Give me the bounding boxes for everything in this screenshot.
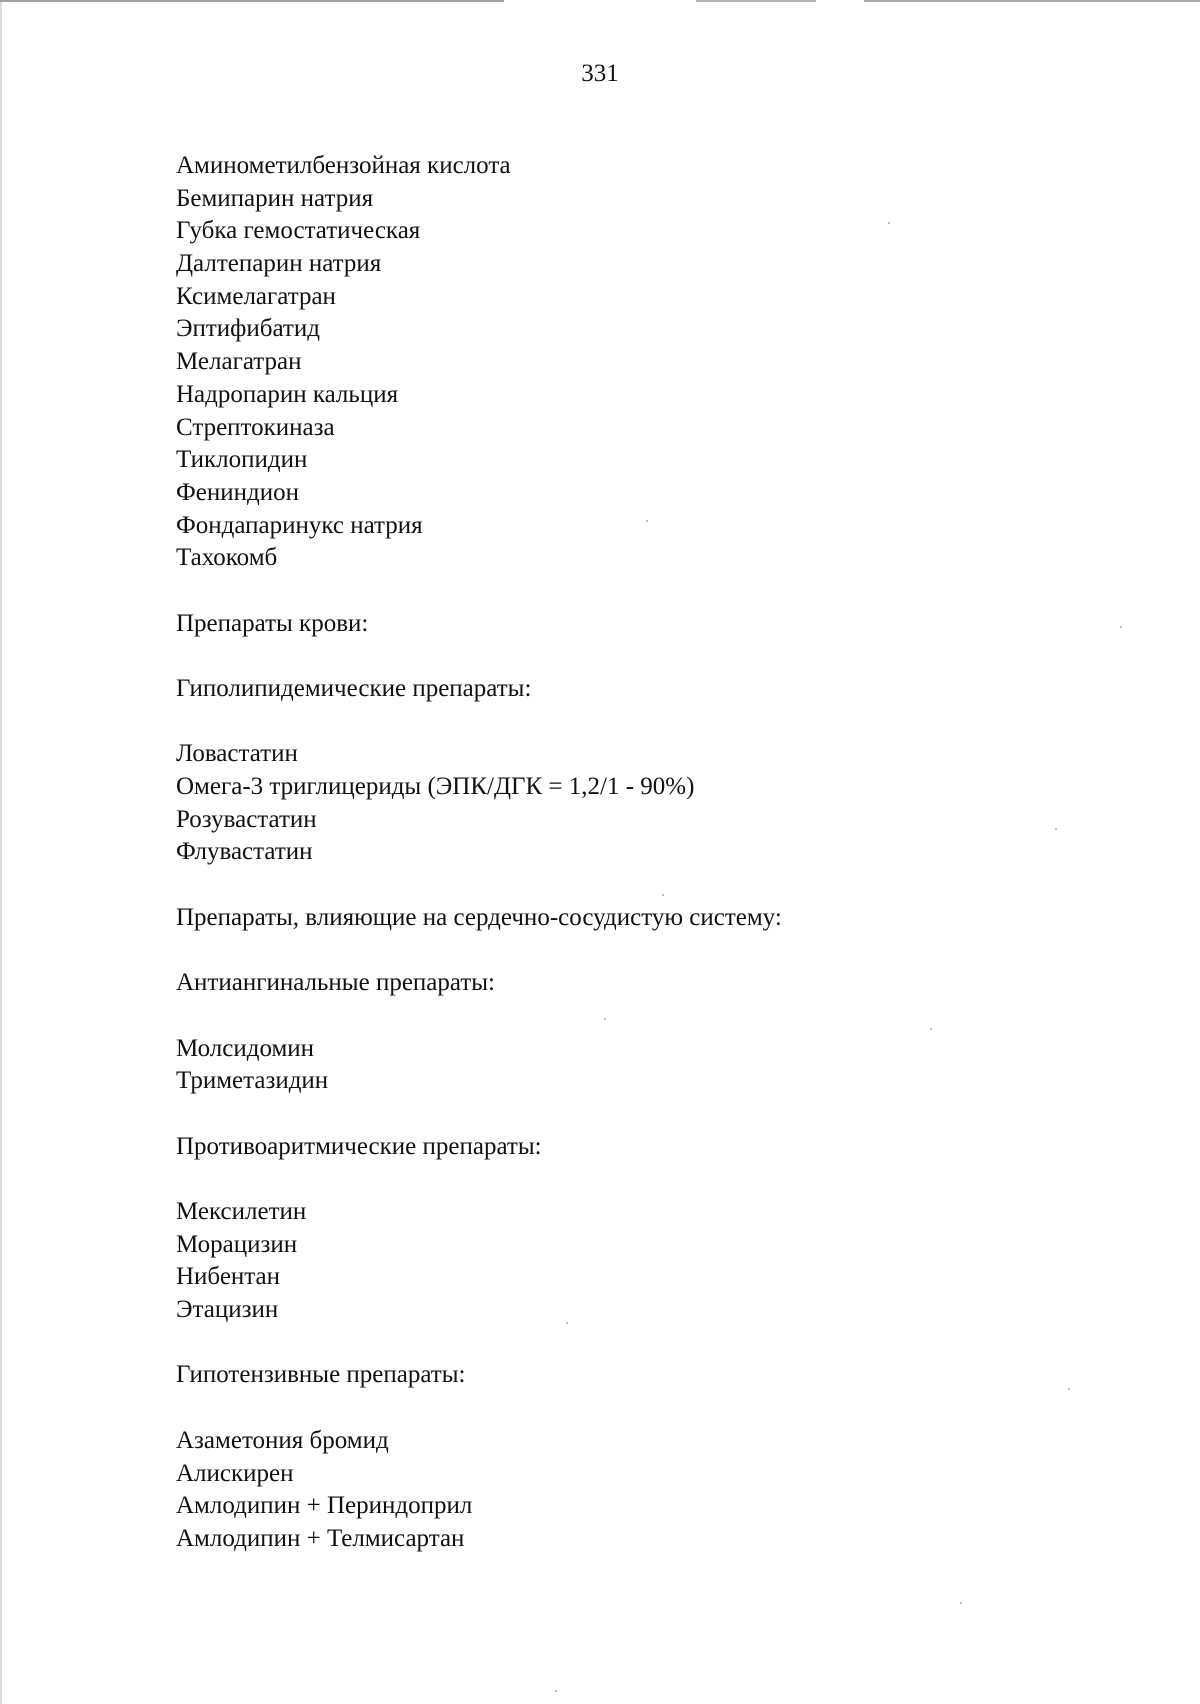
block-gap	[176, 575, 1136, 608]
section-heading	[176, 902, 1136, 935]
list-item: Фениндион	[176, 478, 299, 506]
list-item: Тахокомб	[176, 544, 278, 572]
block-gap	[176, 706, 1136, 739]
list-item: Мексилетин	[176, 1198, 307, 1225]
list-item: Стрептокиназа	[176, 413, 335, 441]
drug-list	[176, 150, 1136, 575]
document-body	[176, 150, 1136, 1556]
list-item: Мелагатран	[176, 348, 302, 376]
section-heading	[176, 967, 1136, 1000]
list-item: Флувастатин	[176, 838, 313, 866]
block-gap	[176, 1098, 1136, 1131]
scan-speck	[555, 1690, 557, 1692]
page-number: 331	[581, 60, 619, 87]
section-heading	[176, 673, 1136, 706]
list-item: Тиклопидин	[176, 446, 308, 474]
list-item: Далтепарин натрия	[176, 250, 382, 278]
list-item: Эптифибатид	[176, 315, 320, 343]
block-gap	[176, 1163, 1136, 1196]
list-item: Бемипарин натрия	[176, 184, 374, 212]
list-item: Аминометилбензойная кислота	[176, 152, 511, 179]
list-item: Розувастатин	[176, 805, 317, 833]
drug-list	[176, 1033, 1136, 1098]
list-item: Алискирен	[176, 1459, 294, 1487]
block-gap	[176, 640, 1136, 673]
list-item: Надропарин кальция	[176, 380, 399, 408]
list-item: Губка гемостатическая	[176, 217, 421, 245]
list-item: Гипотензивные препараты:	[176, 1361, 466, 1389]
block-gap	[176, 935, 1136, 968]
section-heading	[176, 608, 1136, 641]
list-item: Противоаритмические препараты:	[176, 1132, 542, 1160]
list-item: Ксимелагатран	[176, 282, 336, 310]
list-item: Этацизин	[176, 1296, 279, 1324]
list-item: Нибентан	[176, 1263, 281, 1291]
list-item: Амлодипин + Телмисартан	[176, 1524, 465, 1552]
section-heading	[176, 1359, 1136, 1392]
list-item: Препараты крови:	[176, 609, 369, 637]
list-item: Фондапаринукс натрия	[176, 511, 423, 539]
block-gap	[176, 1327, 1136, 1360]
list-item: Препараты, влияющие на сердечно-сосудистую систему:	[176, 903, 782, 931]
drug-list	[176, 1425, 1136, 1556]
list-item: Молсидомин	[176, 1034, 315, 1062]
list-item: Ловастатин	[176, 740, 298, 768]
scan-edge-top	[0, 0, 1200, 2]
block-gap	[176, 1392, 1136, 1425]
list-item: Гиполипидемические препараты:	[176, 675, 532, 702]
block-gap	[176, 1000, 1136, 1033]
drug-list	[176, 738, 1136, 869]
scan-speck	[960, 1602, 962, 1604]
section-heading	[176, 1131, 1136, 1164]
list-item: Триметазидин	[176, 1067, 329, 1095]
list-item: Морацизин	[176, 1230, 298, 1258]
scan-edge-left	[0, 0, 2, 1704]
list-item: Азаметония бромид	[176, 1426, 389, 1454]
list-item: Омега-3 триглицериды (ЭПК/ДГК = 1,2/1 - 90%)	[176, 773, 695, 801]
drug-list	[176, 1196, 1136, 1327]
list-item: Антиангинальные препараты:	[176, 969, 496, 997]
block-gap	[176, 869, 1136, 902]
list-item: Амлодипин + Периндоприл	[176, 1492, 473, 1520]
